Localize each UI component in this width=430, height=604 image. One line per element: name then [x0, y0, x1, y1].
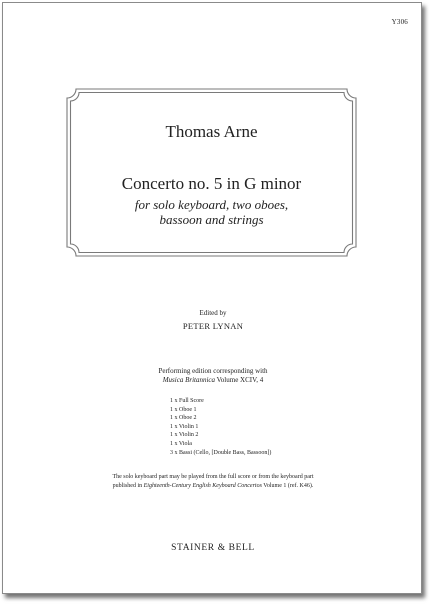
volume-reference: Volume XCIV, 4: [215, 376, 264, 384]
instrumentation-line-1: for solo keyboard, two oboes,: [134, 197, 289, 212]
catalog-code: Y306: [391, 18, 408, 26]
list-item: 1 x Violin 1: [170, 423, 199, 430]
list-item: 1 x Oboe 2: [170, 415, 197, 422]
instrumentation-line-2: bassoon and strings: [159, 212, 264, 227]
work-title: Concerto no. 5 in G minor: [121, 174, 302, 193]
list-item: 1 x Oboe 1: [170, 406, 197, 413]
editor-credit: [3, 309, 423, 331]
instrumentation: [66, 197, 357, 227]
list-item: 1 x Full Score: [170, 398, 204, 404]
keyboard-note-line-2: [3, 482, 423, 491]
series-title: Musica Britannica: [162, 376, 216, 384]
edited-by-label: Edited by: [199, 309, 227, 317]
score-cover-page: [2, 2, 422, 594]
musica-britannica-reference: [3, 376, 423, 385]
performing-edition-note: [3, 367, 423, 385]
list-item: 1 x Violin 2: [170, 432, 199, 439]
list-item: 3 x Bassi (Cello, [Double Bass, Bassoon]): [170, 449, 272, 456]
title-frame: [66, 88, 357, 257]
performing-edition-line: Performing edition corresponding with: [158, 367, 268, 375]
keyboard-note-line-1: The solo keyboard part may be played from the full score or from the keyboard part: [112, 474, 314, 480]
editor-name: PETER LYNAN: [182, 321, 244, 331]
publisher-name: STAINER & BELL: [171, 543, 255, 553]
composer-name: Thomas Arne: [165, 122, 258, 141]
keyboard-publication-title: Eighteenth-Century English Keyboard Concertos: [143, 482, 262, 489]
keyboard-note-suffix: Volume 1 (ref. K46).: [261, 482, 314, 489]
keyboard-note-prefix: published in: [112, 482, 144, 489]
list-item: 1 x Viola: [170, 440, 192, 447]
parts-list: [170, 397, 271, 457]
keyboard-part-note: [3, 473, 423, 490]
